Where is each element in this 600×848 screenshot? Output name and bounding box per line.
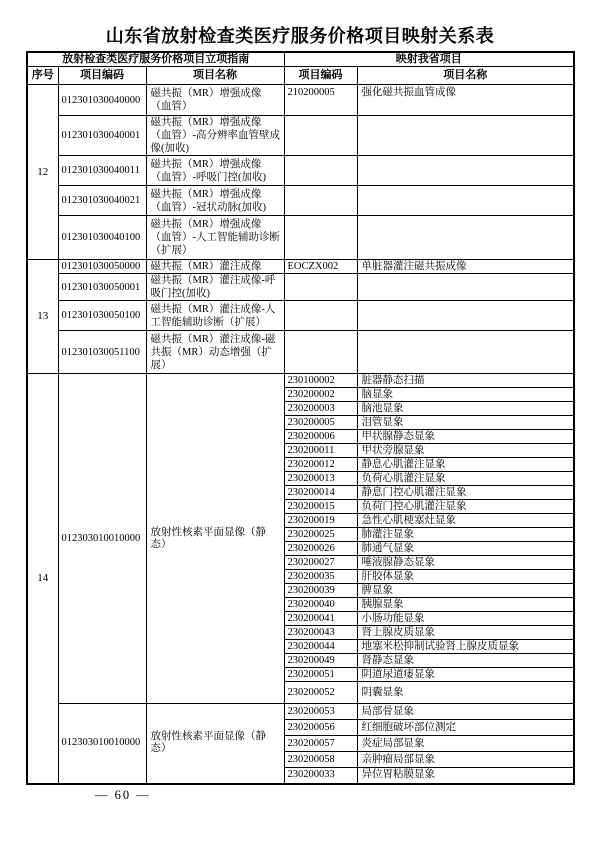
guide-name-cell: 磁共振（MR）增强成像（血管）-高分辨率血管壁成像(加收): [146, 116, 284, 156]
province-name-cell: 急性心肌梗塞灶显象: [357, 514, 574, 528]
province-name-cell: 甲状腺静态显象: [357, 430, 574, 444]
province-name-cell: 甲状旁腺显象: [357, 444, 574, 458]
province-code-cell: 230200025: [284, 528, 357, 542]
province-name-cell: 静息心肌灌注显象: [357, 458, 574, 472]
guide-name-cell: 磁共振（MR）灌注成像-人工智能辅助诊断（扩展）: [146, 301, 284, 331]
province-code-cell: 230200057: [284, 736, 357, 752]
province-name-cell: 阴囊显象: [357, 682, 574, 704]
province-name-cell: 阴道尿道瘘显象: [357, 668, 574, 682]
province-code-cell: 230200033: [284, 768, 357, 784]
province-name-cell: 负荷门控心肌灌注显象: [357, 500, 574, 514]
province-name-cell: 亲肿瘤局部显象: [357, 752, 574, 768]
province-name-cell: 泪管显象: [357, 416, 574, 430]
province-code-cell: EOCZX002: [284, 260, 357, 274]
header-guide-name: 项目名称: [146, 67, 284, 85]
guide-code-cell: 012301030040000: [58, 85, 146, 116]
province-name-cell: 红细胞破坏部位测定: [357, 720, 574, 736]
seq-cell: 14: [27, 374, 58, 784]
header-group-guide: 放射检查类医疗服务价格项目立项指南: [27, 52, 284, 67]
guide-name-cell: 磁共振（MR）灌注成像-磁共振（MR）动态增强（扩展）: [146, 331, 284, 374]
guide-name-cell: 磁共振（MR）灌注成像-呼吸门控(加收): [146, 274, 284, 301]
header-province-name: 项目名称: [357, 67, 574, 85]
province-name-cell: 肾静态显象: [357, 654, 574, 668]
guide-name-cell: 磁共振（MR）增强成像（血管）-冠状动脉(加收): [146, 186, 284, 216]
province-code-cell: 230200012: [284, 458, 357, 472]
guide-name-cell: 放射性核素平面显像（静态）: [146, 704, 284, 784]
guide-name-cell: 磁共振（MR）增强成像（血管）-人工智能辅助诊断（扩展）: [146, 216, 284, 260]
province-code-cell: 230200039: [284, 584, 357, 598]
province-code-cell: 210200005: [284, 85, 357, 116]
province-name-cell: 小肠功能显象: [357, 612, 574, 626]
province-code-cell: 230200041: [284, 612, 357, 626]
province-code-cell: 230200044: [284, 640, 357, 654]
province-code-cell: 230200053: [284, 704, 357, 720]
province-code-cell: 230200006: [284, 430, 357, 444]
guide-code-cell: 012301030050000: [58, 260, 146, 274]
guide-code-cell: 012301030040011: [58, 156, 146, 186]
province-name-cell: 肺通气显象: [357, 542, 574, 556]
province-code-cell: 230200027: [284, 556, 357, 570]
province-name-cell: 静息门控心肌灌注显象: [357, 486, 574, 500]
province-code-cell: 230200013: [284, 472, 357, 486]
province-name-cell: 肺灌注显象: [357, 528, 574, 542]
header-seq: 序号: [27, 67, 58, 85]
province-name-cell: 脾显象: [357, 584, 574, 598]
province-name-cell: [357, 216, 574, 260]
guide-code-cell: 012303010010000: [58, 704, 146, 784]
province-code-cell: 230200051: [284, 668, 357, 682]
mapping-table: [26, 51, 575, 785]
province-code-cell: 230200015: [284, 500, 357, 514]
province-code-cell: [284, 301, 357, 331]
province-code-cell: [284, 156, 357, 186]
province-code-cell: 230200003: [284, 402, 357, 416]
province-code-cell: [284, 186, 357, 216]
guide-code-cell: 012301030050001: [58, 274, 146, 301]
province-name-cell: 胰腺显象: [357, 598, 574, 612]
province-code-cell: 230200019: [284, 514, 357, 528]
seq-cell: 12: [27, 85, 58, 260]
guide-code-cell: 012301030050100: [58, 301, 146, 331]
province-name-cell: 异位胃粘膜显象: [357, 768, 574, 784]
province-name-cell: 局部骨显象: [357, 704, 574, 720]
page-number: — 60 —: [95, 788, 151, 802]
province-name-cell: 唾液腺静态显象: [357, 556, 574, 570]
province-code-cell: 230200040: [284, 598, 357, 612]
guide-code-cell: 012303010010000: [58, 374, 146, 704]
document-title: 山东省放射检查类医疗服务价格项目映射关系表: [105, 26, 495, 46]
province-name-cell: [357, 116, 574, 156]
guide-name-cell: 磁共振（MR）增强成像（血管）-呼吸门控(加收): [146, 156, 284, 186]
guide-code-cell: 012301030040100: [58, 216, 146, 260]
province-code-cell: 230200026: [284, 542, 357, 556]
guide-code-cell: 012301030051100: [58, 331, 146, 374]
province-name-cell: 单脏器灌注磁共振成像: [357, 260, 574, 274]
province-code-cell: 230200052: [284, 682, 357, 704]
province-code-cell: 230200056: [284, 720, 357, 736]
province-code-cell: 230200005: [284, 416, 357, 430]
province-code-cell: 230200043: [284, 626, 357, 640]
province-name-cell: [357, 156, 574, 186]
seq-cell: 13: [27, 260, 58, 374]
province-name-cell: 脑显象: [357, 388, 574, 402]
province-name-cell: 地塞米松抑制试验肾上腺皮质显象: [357, 640, 574, 654]
province-name-cell: 脏器静态扫描: [357, 374, 574, 388]
province-code-cell: 230200002: [284, 388, 357, 402]
province-code-cell: 230200035: [284, 570, 357, 584]
province-code-cell: [284, 331, 357, 374]
province-name-cell: 强化磁共振血管成像: [357, 85, 574, 116]
province-code-cell: 230200014: [284, 486, 357, 500]
province-name-cell: [357, 331, 574, 374]
province-name-cell: 肾上腺皮质显象: [357, 626, 574, 640]
province-name-cell: 负荷心肌灌注显象: [357, 472, 574, 486]
province-name-cell: [357, 274, 574, 301]
province-code-cell: 230200058: [284, 752, 357, 768]
guide-name-cell: 磁共振（MR）增强成像（血管）: [146, 85, 284, 116]
province-code-cell: 230200011: [284, 444, 357, 458]
header-guide-code: 项目编码: [58, 67, 146, 85]
province-name-cell: 脑池显象: [357, 402, 574, 416]
province-name-cell: 炎症局部显象: [357, 736, 574, 752]
province-code-cell: 230100002: [284, 374, 357, 388]
header-group-province: 映射我省项目: [284, 52, 574, 67]
guide-name-cell: 磁共振（MR）灌注成像: [146, 260, 284, 274]
guide-name-cell: 放射性核素平面显像（静态）: [146, 374, 284, 704]
province-name-cell: 肝胶体显象: [357, 570, 574, 584]
province-code-cell: [284, 216, 357, 260]
guide-code-cell: 012301030040021: [58, 186, 146, 216]
province-name-cell: [357, 301, 574, 331]
province-code-cell: 230200049: [284, 654, 357, 668]
header-province-code: 项目编码: [284, 67, 357, 85]
province-name-cell: [357, 186, 574, 216]
province-code-cell: [284, 274, 357, 301]
province-code-cell: [284, 116, 357, 156]
guide-code-cell: 012301030040001: [58, 116, 146, 156]
